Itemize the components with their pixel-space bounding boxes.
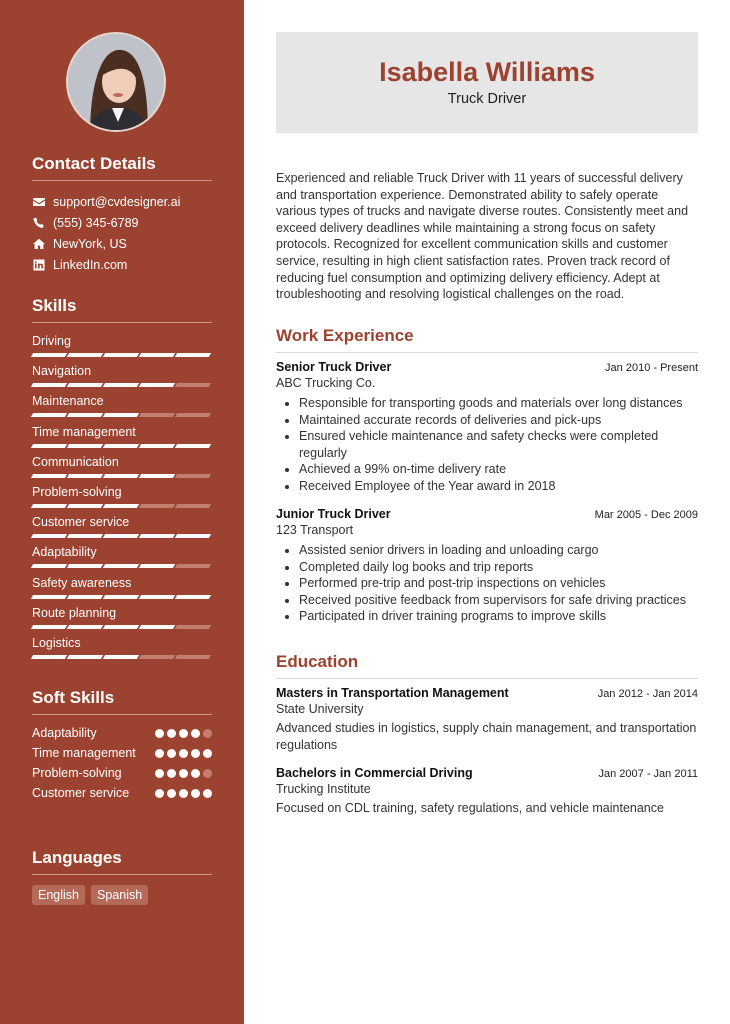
skill-level-segment <box>175 504 211 508</box>
skill-level-segment <box>175 625 211 629</box>
skill-level-segment <box>31 413 67 417</box>
job-bullet: • Performed pre-trip and post-trip inspections on vehicles <box>299 575 698 592</box>
skill-item <box>32 484 212 514</box>
skill-item <box>32 544 212 574</box>
job-bullet: • Achieved a 99% on-time delivery rate <box>299 461 698 478</box>
skill-item <box>32 424 212 454</box>
profile-summary: Experienced and reliable Truck Driver with 11 years of successful delivery and transportation experience. Demonstrated ability to safely operate various types of trucks and navigate diverse routes. Consistently meet and exceed delivery deadlines while maintaining a strong focus on safety protocols. Recognized for excellent communication skills and customer service, resulting in high client satisfaction rates. Proven track record of reducing fuel consumption and optimizing delivery efficiency. Adept at troubleshooting and resolving logistical challenges on the road. <box>276 171 689 302</box>
skill-item <box>32 635 212 665</box>
skill-level-segment <box>67 564 103 568</box>
soft-skills-heading: Soft Skills <box>32 688 212 715</box>
skill-level-segment <box>103 444 139 448</box>
rating-dot <box>191 729 200 738</box>
skill-level-segment <box>103 564 139 568</box>
skill-level-bar <box>32 474 212 478</box>
skill-level-segment <box>67 383 103 387</box>
education-date: Jan 2012 - Jan 2014 <box>597 688 698 700</box>
skill-level-segment <box>175 413 211 417</box>
skill-item <box>32 363 212 393</box>
job-role: Junior Truck Driver <box>276 507 391 521</box>
job-bullet: • Responsible for transporting goods and materials over long distances <box>299 395 698 412</box>
skill-level-segment <box>139 534 175 538</box>
resume-header <box>276 32 698 133</box>
skill-level-bar <box>32 383 212 387</box>
language-tag: English <box>32 885 85 905</box>
skill-level-segment <box>103 474 139 478</box>
rating-dot <box>155 729 164 738</box>
skill-item <box>32 605 212 635</box>
languages-heading: Languages <box>32 848 212 875</box>
job-bullet: • Maintained accurate records of deliveries and pick-ups <box>299 412 698 429</box>
candidate-name: Isabella Williams <box>379 57 595 87</box>
skill-level-bar <box>32 534 212 538</box>
education-description: Focused on CDL training, safety regulations, and vehicle maintenance <box>276 801 664 815</box>
skill-level-bar <box>32 444 212 448</box>
skill-name: Communication <box>32 454 119 469</box>
linkedin-icon <box>32 258 46 272</box>
skill-name: Maintenance <box>32 394 104 409</box>
job-bullet: • Participated in driver training programs to improve skills <box>299 608 698 625</box>
skill-name: Driving <box>32 334 71 348</box>
skill-level-segment <box>67 534 103 538</box>
skill-level-segment <box>31 474 67 478</box>
skill-level-segment <box>175 474 211 478</box>
rating-dot <box>203 769 212 778</box>
skill-level-segment <box>31 625 67 629</box>
soft-skill-rating <box>155 725 212 738</box>
skill-level-segment <box>175 534 211 538</box>
rating-dot <box>191 769 200 778</box>
soft-skill-rating <box>155 765 212 778</box>
degree-name: Masters in Transportation Management <box>276 686 509 700</box>
job-bullet: • Received Employee of the Year award in 2018 <box>299 478 698 495</box>
skill-level-segment <box>139 353 175 357</box>
job-bullet: • Completed daily log books and trip reports <box>299 559 698 576</box>
job-bullet: • Assisted senior drivers in loading and unloading cargo <box>299 542 698 559</box>
job-bullet: • Ensured vehicle maintenance and safety checks were completed regularly <box>299 428 698 461</box>
skills-section <box>32 296 212 665</box>
soft-skill-item <box>32 725 212 741</box>
rating-dot <box>203 749 212 758</box>
soft-skill-rating <box>155 785 212 798</box>
soft-skill-name: Problem-solving <box>32 766 122 780</box>
school-name: State University <box>276 702 364 716</box>
job-role: Senior Truck Driver <box>276 360 392 374</box>
contact-location <box>32 233 212 254</box>
profile-photo <box>66 32 166 132</box>
skill-level-segment <box>67 353 103 357</box>
skill-level-segment <box>103 595 139 599</box>
skill-level-segment <box>31 504 67 508</box>
phone-icon <box>32 216 46 230</box>
work-entry <box>276 507 698 625</box>
skill-item <box>32 514 212 544</box>
skill-level-segment <box>103 655 139 659</box>
rating-dot <box>203 729 212 738</box>
skill-level-bar <box>32 564 212 568</box>
skill-item <box>32 575 212 605</box>
contact-location-text: NewYork, US <box>53 236 127 251</box>
rating-dot <box>155 749 164 758</box>
skill-name: Navigation <box>32 364 92 379</box>
skill-level-segment <box>103 413 139 417</box>
skill-name: Route planning <box>32 605 117 620</box>
contact-linkedin[interactable] <box>32 254 212 275</box>
skill-level-segment <box>103 625 139 629</box>
contact-phone[interactable] <box>32 212 212 233</box>
skill-level-segment <box>67 504 103 508</box>
skills-list <box>32 333 212 665</box>
job-date: Jan 2010 - Present <box>605 362 698 374</box>
skill-level-segment <box>31 383 67 387</box>
envelope-icon <box>32 195 46 209</box>
rating-dot <box>167 749 176 758</box>
job-company: ABC Trucking Co. <box>276 376 376 390</box>
skill-level-segment <box>139 595 175 599</box>
job-date: Mar 2005 - Dec 2009 <box>594 509 698 521</box>
skill-level-segment <box>175 655 211 659</box>
job-company: 123 Transport <box>276 523 354 537</box>
skill-level-segment <box>139 444 175 448</box>
skill-level-segment <box>175 383 211 387</box>
skill-level-bar <box>32 413 212 417</box>
skill-level-segment <box>67 655 103 659</box>
soft-skill-item <box>32 765 212 781</box>
skill-level-segment <box>31 564 67 568</box>
skill-level-segment <box>103 504 139 508</box>
education-heading: Education <box>276 652 698 679</box>
job-bullet: • Received positive feedback from supervisors for safe driving practices <box>299 592 698 609</box>
skill-name: Customer service <box>32 515 130 530</box>
job-bullets <box>276 542 698 625</box>
avatar-illustration <box>68 34 166 132</box>
languages-list <box>32 885 212 905</box>
degree-name: Bachelors in Commercial Driving <box>276 766 473 780</box>
skill-level-segment <box>139 564 175 568</box>
skill-level-segment <box>31 444 67 448</box>
contact-email-text: support@cvdesigner.ai <box>53 194 181 209</box>
education-entry <box>276 766 698 817</box>
skill-name: Adaptability <box>32 545 97 560</box>
skill-level-segment <box>67 595 103 599</box>
work-entry <box>276 360 698 495</box>
contact-linkedin-text: LinkedIn.com <box>53 257 128 272</box>
skill-level-segment <box>139 625 175 629</box>
skill-level-segment <box>175 595 211 599</box>
education-entry <box>276 686 698 753</box>
skill-level-bar <box>32 655 212 659</box>
skill-level-bar <box>32 504 212 508</box>
skill-name: Time management <box>32 424 136 439</box>
skill-item <box>32 454 212 484</box>
skill-level-segment <box>139 383 175 387</box>
rating-dot <box>179 749 188 758</box>
soft-skill-name: Time management <box>32 746 136 760</box>
skill-level-segment <box>175 564 211 568</box>
skill-level-segment <box>175 444 211 448</box>
skill-level-segment <box>31 655 67 659</box>
education-description: Advanced studies in logistics, supply chain management, and transportation regulations <box>276 721 697 752</box>
rating-dot <box>191 749 200 758</box>
skill-level-segment <box>67 444 103 448</box>
rating-dot <box>203 789 212 798</box>
skill-level-segment <box>139 413 175 417</box>
skill-name: Logistics <box>32 635 81 650</box>
soft-skill-name: Customer service <box>32 786 130 800</box>
candidate-title: Truck Driver <box>447 91 527 107</box>
skill-level-segment <box>103 383 139 387</box>
language-tag: Spanish <box>91 885 148 905</box>
contact-section <box>32 154 212 275</box>
contact-email[interactable] <box>32 191 212 212</box>
soft-skill-item <box>32 745 212 761</box>
skill-level-segment <box>67 474 103 478</box>
skill-level-segment <box>103 353 139 357</box>
skill-item <box>32 393 212 423</box>
skill-level-segment <box>31 595 67 599</box>
skill-level-segment <box>67 413 103 417</box>
skill-level-segment <box>175 353 211 357</box>
rating-dot <box>179 789 188 798</box>
soft-skill-item <box>32 785 212 801</box>
soft-skills-section <box>32 688 212 805</box>
education-date: Jan 2007 - Jan 2011 <box>598 768 698 780</box>
skill-level-segment <box>31 353 67 357</box>
skill-level-segment <box>139 655 175 659</box>
rating-dot <box>167 789 176 798</box>
work-experience-heading: Work Experience <box>276 326 698 353</box>
rating-dot <box>179 729 188 738</box>
skill-level-segment <box>139 474 175 478</box>
soft-skill-name: Adaptability <box>32 726 97 740</box>
skills-heading: Skills <box>32 296 212 323</box>
rating-dot <box>167 769 176 778</box>
job-bullets <box>276 395 698 495</box>
skill-level-bar <box>32 595 212 599</box>
skill-level-segment <box>103 534 139 538</box>
rating-dot <box>155 789 164 798</box>
contact-phone-text: (555) 345-6789 <box>53 215 139 230</box>
languages-section <box>32 848 212 905</box>
contact-heading: Contact Details <box>32 154 212 181</box>
rating-dot <box>191 789 200 798</box>
skill-level-segment <box>139 504 175 508</box>
skill-level-segment <box>31 534 67 538</box>
rating-dot <box>167 729 176 738</box>
skill-level-segment <box>67 625 103 629</box>
rating-dot <box>179 769 188 778</box>
home-icon <box>32 237 46 251</box>
soft-skills-list <box>32 725 212 801</box>
skill-name: Problem-solving <box>32 484 122 499</box>
skill-level-bar <box>32 353 212 357</box>
skill-name: Safety awareness <box>32 575 132 590</box>
rating-dot <box>155 769 164 778</box>
skill-item <box>32 333 212 363</box>
school-name: Trucking Institute <box>276 782 371 796</box>
skill-level-bar <box>32 625 212 629</box>
sidebar <box>0 0 244 1024</box>
soft-skill-rating <box>155 745 212 758</box>
